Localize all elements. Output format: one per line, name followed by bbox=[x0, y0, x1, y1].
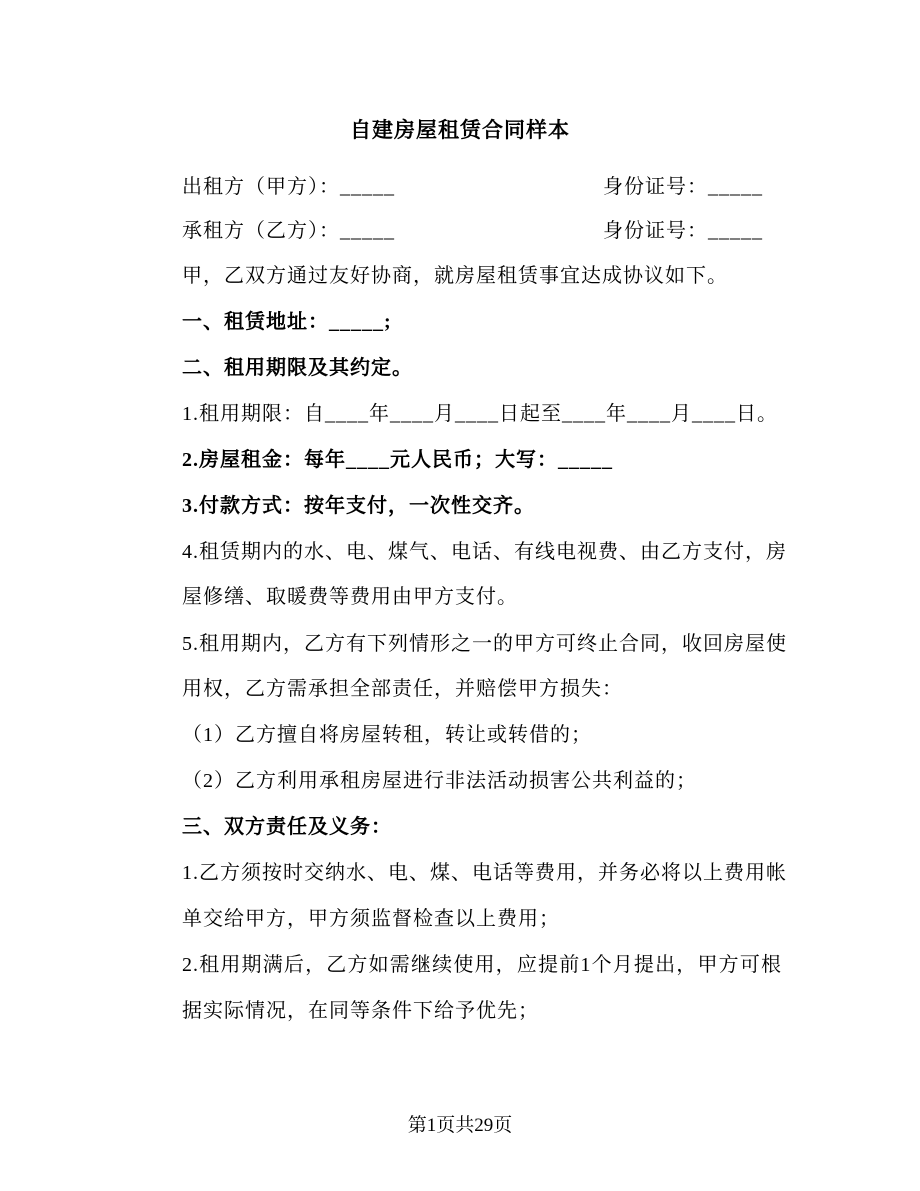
document-title: 自建房屋租赁合同样本 bbox=[350, 118, 570, 142]
section-2-heading: 二、租用期限及其约定。 bbox=[182, 357, 413, 379]
clause-3-2-line-1: 2.租用期满后，乙方如需继续使用，应提前1个月提出，甲方可根 bbox=[182, 954, 782, 976]
clause-3-1-line-2: 单交给甲方，甲方须监督检查以上费用； bbox=[182, 908, 560, 930]
section-1-heading: 一、租赁地址：_____; bbox=[182, 311, 392, 333]
clause-2-3: 3.付款方式：按年支付，一次性交齐。 bbox=[182, 495, 535, 517]
intro-paragraph: 甲，乙双方通过友好协商，就房屋租赁事宜达成协议如下。 bbox=[182, 265, 728, 287]
clause-2-5-line-2: 用权，乙方需承担全部责任，并赔偿甲方损失： bbox=[182, 678, 623, 700]
clause-2-5-item-1: （1）乙方擅自将房屋转租，转让或转借的； bbox=[182, 724, 592, 746]
party-b-label: 承租方（乙方）：_____ bbox=[182, 220, 395, 242]
clause-3-1-line-1: 1.乙方须按时交纳水、电、煤、电话等费用，并务必将以上费用帐 bbox=[182, 862, 787, 884]
clause-3-2-line-2: 据实际情况，在同等条件下给予优先； bbox=[182, 1000, 539, 1022]
party-a-id: 身份证号：_____ bbox=[603, 176, 763, 198]
clause-2-1: 1.租用期限：自____年____月____日起至____年____月____日。 bbox=[182, 403, 778, 425]
party-a-label: 出租方（甲方）：_____ bbox=[182, 176, 395, 198]
clause-2-2: 2.房屋租金：每年____元人民币；大写：_____ bbox=[182, 449, 613, 471]
section-3-heading: 三、双方责任及义务： bbox=[182, 816, 392, 838]
clause-2-5-line-1: 5.租用期内，乙方有下列情形之一的甲方可终止合同，收回房屋使 bbox=[182, 633, 787, 655]
clause-2-4-line-2: 屋修缮、取暖费等费用由甲方支付。 bbox=[182, 586, 518, 608]
clause-2-4-line-1: 4.租赁期内的水、电、煤气、电话、有线电视费、由乙方支付，房 bbox=[182, 541, 787, 563]
party-b-id: 身份证号：_____ bbox=[603, 220, 763, 242]
page-number: 第1页共29页 bbox=[407, 1115, 513, 1136]
clause-2-5-item-2: （2）乙方利用承租房屋进行非法活动损害公共利益的； bbox=[182, 770, 697, 792]
